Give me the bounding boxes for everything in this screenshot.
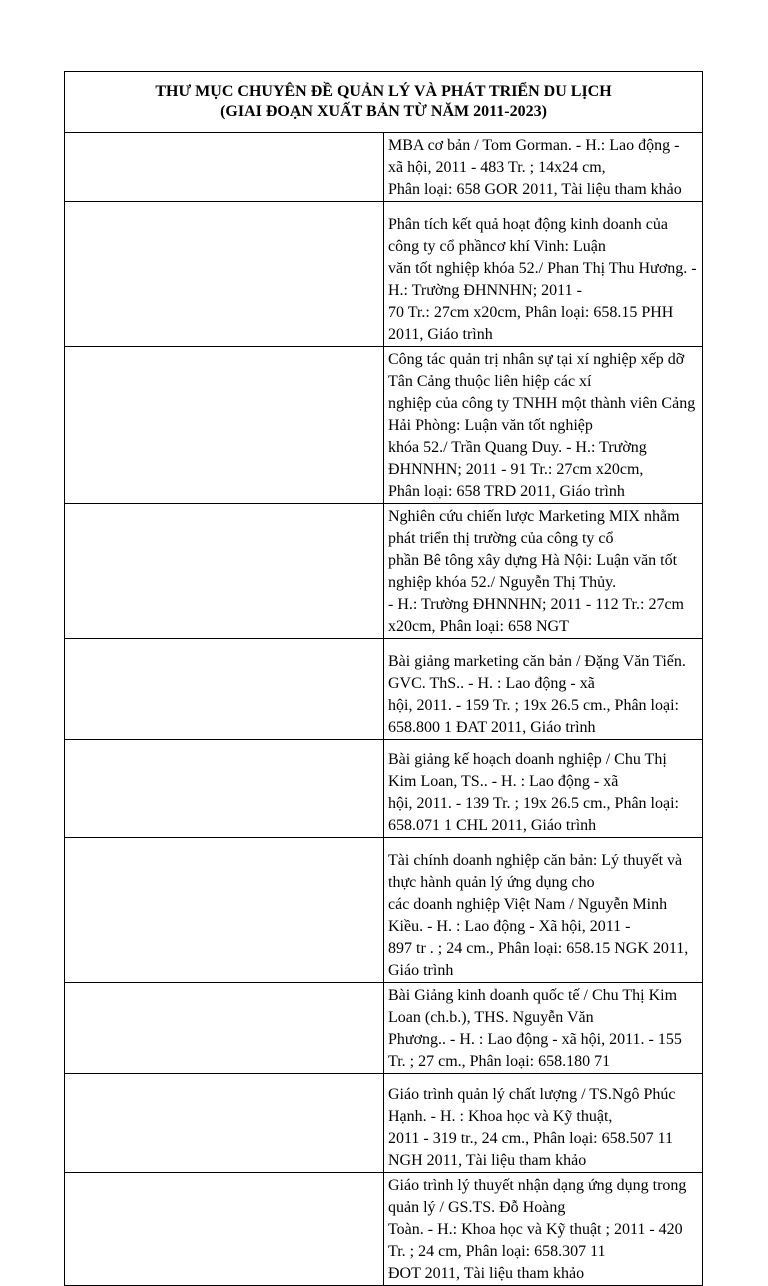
- entry-text: Phân tích kết quả hoạt động kinh doanh của công ty cổ phầncơ khí Vinh: Luận văn tốt nghiệp khóa 52./ Phan Thị Thu Hương. - H.: Trường ĐHNNHN; 2011 - 70 Tr.: 27cm x20cm, Phân loại: 658.15 PHH 2011, Giáo trình: [388, 216, 697, 343]
- index-cell: [65, 504, 384, 639]
- entry-cell: [384, 202, 703, 347]
- entry-text: Bài giảng marketing căn bản / Đặng Văn Tiến. GVC. ThS.. - H. : Lao động - xã hội, 2011. - 159 Tr. ; 19x 26.5 cm., Phân loại: 658.800 1 ĐAT 2011, Giáo trình: [388, 653, 686, 736]
- table-row: [65, 504, 703, 639]
- entry-cell: [384, 983, 703, 1074]
- index-cell: [65, 983, 384, 1074]
- entry-text: Công tác quản trị nhân sự tại xí nghiệp xếp dỡ Tân Cảng thuộc liên hiệp các xí nghiệp của công ty TNHH một thành viên Cảng Hải Phòng: Luận văn tốt nghiệp khóa 52./ Trần Quang Duy. - H.: Trường ĐHNNHN; 2011 - 91 Tr.: 27cm x20cm, Phân loại: 658 TRD 2011, Giáo trình: [388, 351, 696, 500]
- index-cell: [65, 347, 384, 504]
- table-row: [65, 639, 703, 740]
- table-row: [65, 347, 703, 504]
- title-row: [65, 72, 703, 133]
- entry-text: MBA cơ bản / Tom Gorman. - H.: Lao động - xã hội, 2011 - 483 Tr. ; 14x24 cm, Phân loại: 658 GOR 2011, Tài liệu tham khảo: [388, 137, 682, 198]
- entry-text: Bài giảng kế hoạch doanh nghiệp / Chu Thị Kim Loan, TS.. - H. : Lao động - xã hội, 2011. - 139 Tr. ; 19x 26.5 cm., Phân loại: 658.071 1 CHL 2011, Giáo trình: [388, 751, 679, 834]
- table-row: [65, 983, 703, 1074]
- table-row: [65, 838, 703, 983]
- entry-cell: [384, 639, 703, 740]
- table-row: [65, 202, 703, 347]
- entry-cell: [384, 1074, 703, 1173]
- title-cell: [65, 72, 703, 133]
- bibliography-table: [64, 71, 703, 1286]
- table-row: [65, 1074, 703, 1173]
- index-cell: [65, 202, 384, 347]
- index-cell: [65, 838, 384, 983]
- entry-cell: [384, 133, 703, 202]
- entry-cell: [384, 1173, 703, 1286]
- entry-cell: [384, 504, 703, 639]
- document-subtitle: (GIAI ĐOẠN XUẤT BẢN TỪ NĂM 2011-2023): [220, 103, 547, 120]
- entry-cell: [384, 838, 703, 983]
- table-row: [65, 740, 703, 838]
- entry-text: Bài Giảng kinh doanh quốc tế / Chu Thị Kim Loan (ch.b.), THS. Nguyễn Văn Phương.. - H. : Lao động - xã hội, 2011. - 155 Tr. ; 27 cm., Phân loại: 658.180 71: [388, 987, 682, 1070]
- index-cell: [65, 740, 384, 838]
- entry-cell: [384, 740, 703, 838]
- entry-text: Nghiên cứu chiến lược Marketing MIX nhằm phát triển thị trường của công ty cổ phần Bê tông xây dựng Hà Nội: Luận văn tốt nghiệp khóa 52./ Nguyễn Thị Thủy. - H.: Trường ĐHNNHN; 2011 - 112 Tr.: 27cm x20cm, Phân loại: 658 NGT: [388, 508, 684, 635]
- table-row: [65, 1173, 703, 1286]
- entry-text: Tài chính doanh nghiệp căn bản: Lý thuyết và thực hành quản lý ứng dụng cho các doanh nghiệp Việt Nam / Nguyễn Minh Kiều. - H. : Lao động - Xã hội, 2011 - 897 tr . ; 24 cm., Phân loại: 658.15 NGK 2011, Giáo trình: [388, 852, 689, 979]
- entry-text: Giáo trình lý thuyết nhận dạng ứng dụng trong quản lý / GS.TS. Đỗ Hoàng Toàn. - H.: Khoa học và Kỹ thuật ; 2011 - 420 Tr. ; 24 cm, Phân loại: 658.307 11 ĐOT 2011, Tài liệu tham khảo: [388, 1177, 687, 1282]
- document-title: THƯ MỤC CHUYÊN ĐỀ QUẢN LÝ VÀ PHÁT TRIỂN DU LỊCH: [155, 83, 612, 100]
- entry-cell: [384, 347, 703, 504]
- index-cell: [65, 639, 384, 740]
- index-cell: [65, 1173, 384, 1286]
- index-cell: [65, 1074, 384, 1173]
- entry-text: Giáo trình quản lý chất lượng / TS.Ngô Phúc Hạnh. - H. : Khoa học và Kỹ thuật, 2011 - 319 tr., 24 cm., Phân loại: 658.507 11 NGH 2011, Tài liệu tham khảo: [388, 1086, 676, 1169]
- index-cell: [65, 133, 384, 202]
- table-row: [65, 133, 703, 202]
